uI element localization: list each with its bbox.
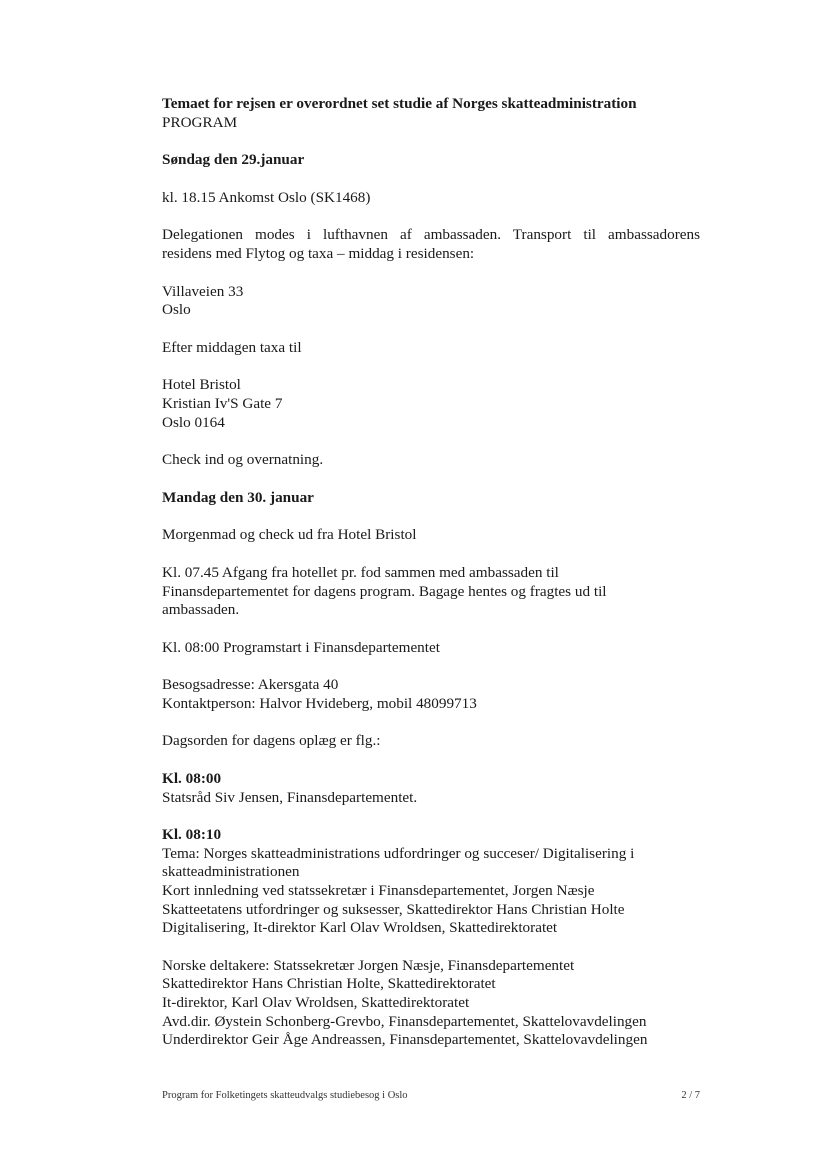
page-number: 2 / 7 [681,1090,700,1101]
footer-document-name: Program for Folketingets skatteudvalgs studiebesog i Oslo [162,1090,408,1101]
day1-heading: Søndag den 29.januar [162,151,305,169]
participant-line: It-direktor, Karl Olav Wroldsen, Skattedirektoratet [162,994,470,1011]
participant-line: Avd.dir. Øystein Schonberg-Grevbo, Finansdepartementet, Skattelovavdelingen [162,1012,647,1030]
departure-line-2: Finansdepartementet for dagens program. Bagage hentes og fragtes ud til [162,582,607,600]
delegation-line-2: residens med Flytog og taxa – middag i residensen: [162,244,475,262]
departure-line-1: Kl. 07.45 Afgang fra hotellet pr. fod sammen med ambassaden til [162,563,559,581]
visit-address: Besogsadresse: Akersgata 40 [162,676,339,694]
arrival-line: kl. 18.15 Ankomst Oslo (SK1468) [162,188,371,206]
hotel-city: Oslo 0164 [162,413,225,431]
contact-person: Kontaktperson: Halvor Hvideberg, mobil 48099713 [162,694,477,712]
slot2-time: Kl. 08:10 [162,826,222,844]
participant-line: Norske deltakere: Statssekretær Jorgen Næsje, Finansdepartementet [162,956,575,974]
document-title: Temaet for rejsen er overordnet set studie af Norges skatteadministration [162,95,637,112]
participant-line: Skattedirektor Hans Christian Holte, Skattedirektoratet [162,975,496,993]
after-dinner-line: Efter middagen taxa til [162,338,302,356]
hotel-name: Hotel Bristol [162,376,241,394]
slot1-time: Kl. 08:00 [162,770,222,788]
departure-line-3: ambassaden. [162,601,240,619]
residence-city: Oslo [162,301,191,319]
checkin-line: Check ind og overnatning. [162,451,324,469]
breakfast-line: Morgenmad og check ud fra Hotel Bristol [162,526,417,544]
slot2-line: skatteadministrationen [162,863,300,881]
program-start-line: Kl. 08:00 Programstart i Finansdepartementet [162,638,440,656]
document-subtitle: PROGRAM [162,113,238,131]
slot1-line: Statsråd Siv Jensen, Finansdepartementet. [162,788,418,806]
residence-street: Villaveien 33 [162,282,244,300]
slot2-line: Tema: Norges skatteadministrations udfordringer og succeser/ Digitalisering i [162,844,635,862]
participant-line: Underdirektor Geir Åge Andreassen, Finansdepartementet, Skattelovavdelingen [162,1031,648,1049]
hotel-street: Kristian Iv'S Gate 7 [162,394,283,412]
slot2-line: Skatteetatens utfordringer og suksesser, Skattedirektor Hans Christian Holte [162,900,625,918]
delegation-line-1: Delegationen modes i lufthavnen af ambassaden. Transport til ambassadorens [162,226,700,244]
day2-heading: Mandag den 30. januar [162,488,314,506]
slot2-line: Digitalisering, It-direktor Karl Olav Wroldsen, Skattedirektoratet [162,919,558,937]
agenda-intro: Dagsorden for dagens oplæg er flg.: [162,732,381,750]
document-body [162,95,700,1050]
slot2-line: Kort innledning ved statssekretær i Finansdepartementet, Jorgen Næsje [162,882,595,900]
